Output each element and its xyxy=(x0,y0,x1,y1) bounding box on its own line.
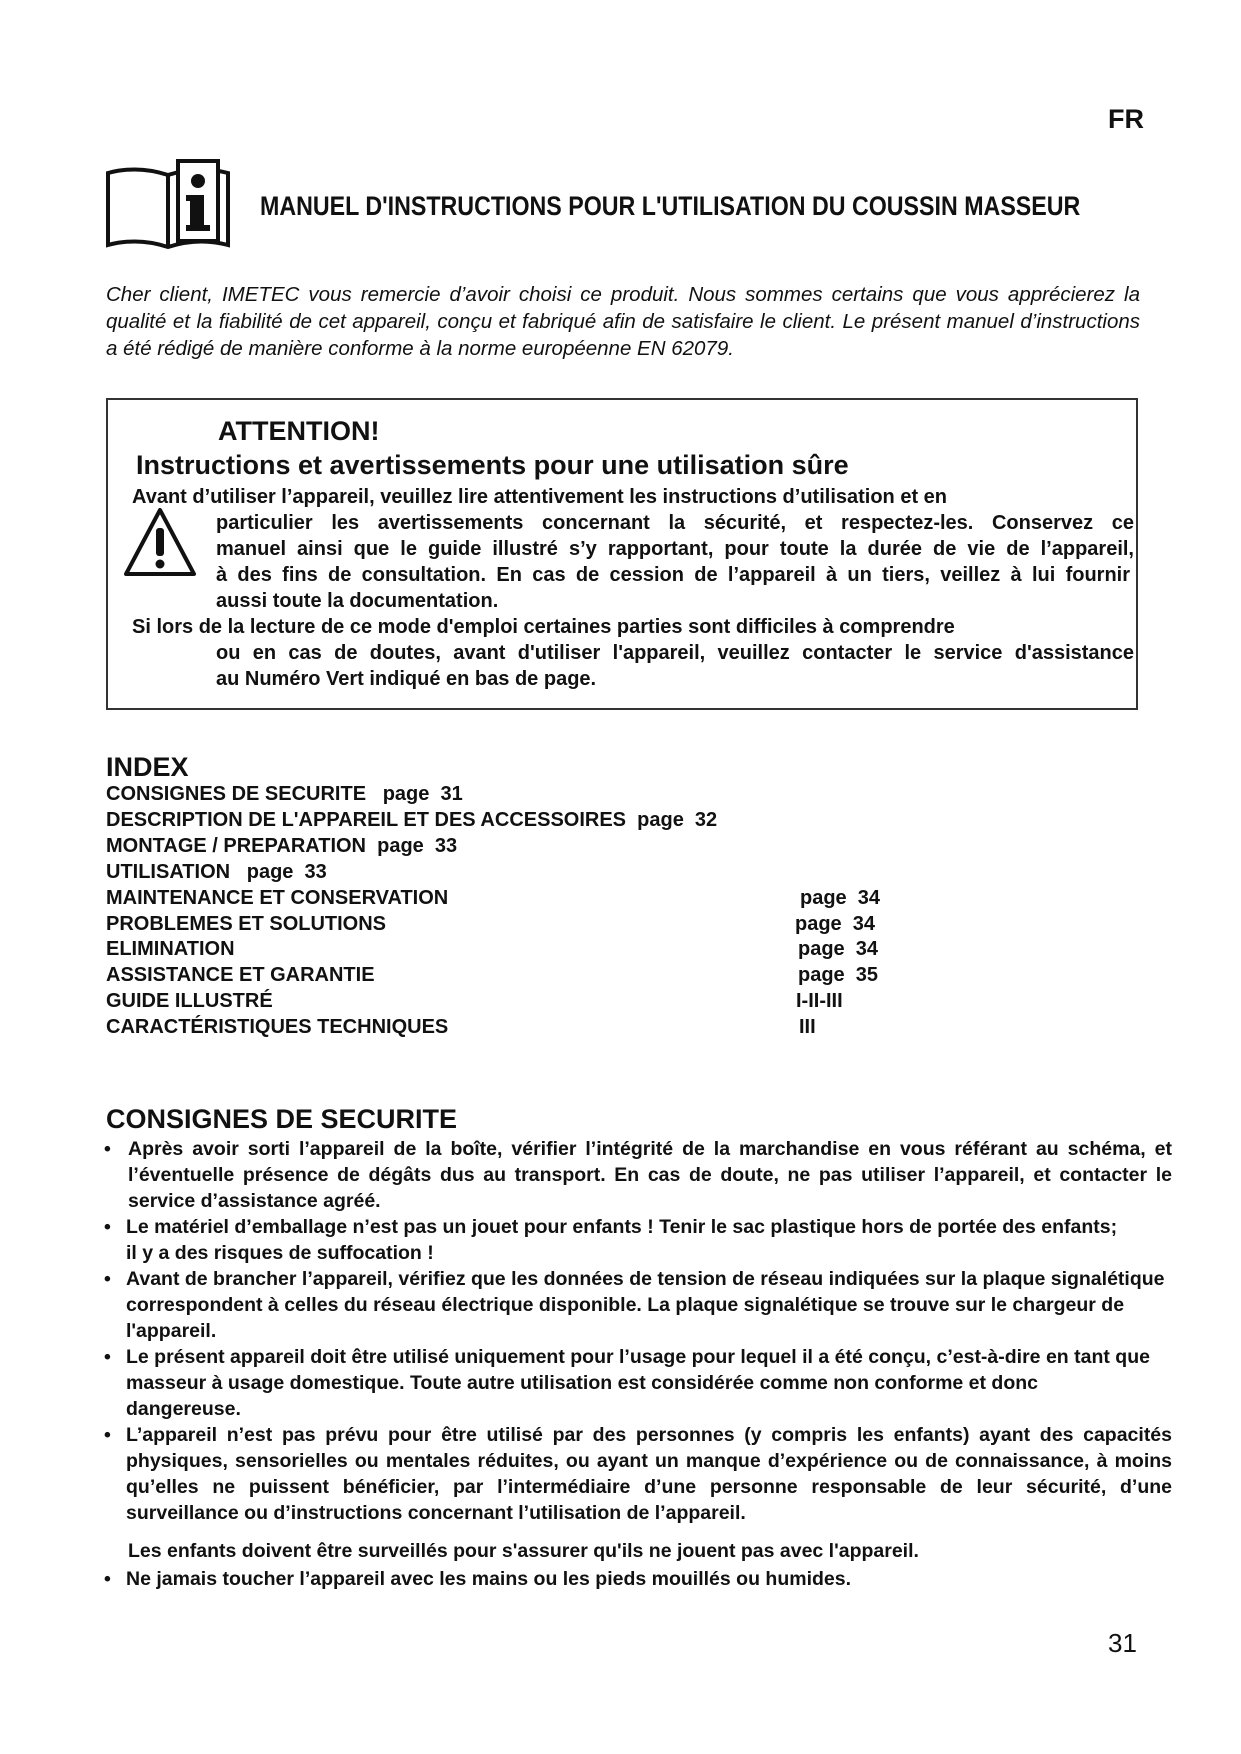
safety-heading: CONSIGNES DE SECURITE xyxy=(106,1104,458,1134)
safety-bullet: Le présent appareil doit être utilisé uniquement pour l’usage pour lequel il a été conçu, c’est-à-dire en tant que masseur à usage domestique. Toute autre utilisation est considérée comme non conforme et donc dangereuse. xyxy=(126,1346,1150,1420)
bullet-marker: • xyxy=(104,1138,111,1160)
index-entry-page: I-II-III xyxy=(796,990,843,1012)
attention-line: manuel ainsi que le guide illustré s’y rapportant, pour toute la durée de vie de l’appareil, xyxy=(216,538,1134,560)
safety-bullet: Le matériel d’emballage n’est pas un jouet pour enfants ! Tenir le sac plastique hors de portée des enfants; il y a des risques de suffocation ! xyxy=(126,1216,1118,1264)
bullet-marker: • xyxy=(104,1346,111,1368)
attention-line: particulier les avertissements concernant la sécurité, et respectez-les. Conservez ce xyxy=(216,512,1134,534)
information-manual-icon xyxy=(104,157,232,253)
index-entry: DESCRIPTION DE L'APPAREIL ET DES ACCESSOIRES page 32 xyxy=(106,809,718,831)
index-heading: INDEX xyxy=(106,752,189,782)
children-note: Les enfants doivent être surveillés pour s'assurer qu'ils ne jouent pas avec l'appareil. xyxy=(128,1540,919,1562)
index-entry-page: page 35 xyxy=(798,964,879,986)
index-entry: CONSIGNES DE SECURITE page 31 xyxy=(106,783,463,805)
index-entry-label: MAINTENANCE ET CONSERVATION xyxy=(106,887,449,909)
attention-line: ou en cas de doutes, avant d'utiliser l'appareil, veuillez contacter le service d'assistance xyxy=(216,642,1134,664)
index-entry-page: page 34 xyxy=(798,938,879,960)
bullet-marker: • xyxy=(104,1424,111,1446)
warning-triangle-icon xyxy=(122,506,198,578)
index-entry-label: ASSISTANCE ET GARANTIE xyxy=(106,964,375,986)
bullet-marker: • xyxy=(104,1568,111,1590)
index-entry: MONTAGE / PREPARATION page 33 xyxy=(106,835,458,857)
attention-subheading: Instructions et avertissements pour une utilisation sûre xyxy=(136,450,849,480)
index-entry-label: CARACTÉRISTIQUES TECHNIQUES xyxy=(106,1016,449,1038)
attention-line: à des fins de consultation. En cas de cession de l’appareil à un tiers, veillez à lui fournir xyxy=(216,564,1130,586)
page-title: MANUEL D'INSTRUCTIONS POUR L'UTILISATION DU COUSSIN MASSEUR xyxy=(260,191,1081,221)
index-entry-label: PROBLEMES ET SOLUTIONS xyxy=(106,913,387,935)
index-entry-page: page 34 xyxy=(795,913,876,935)
safety-bullet: Après avoir sorti l’appareil de la boîte, vérifier l’intégrité de la marchandise en vous référant au schéma, et l’éventuelle présence de dégâts dus au transport. En cas de doute, ne pas utiliser l’appareil, et contacter le service d’assistance agréé. xyxy=(128,1138,1172,1212)
language-code: FR xyxy=(1108,104,1144,134)
attention-heading: ATTENTION! xyxy=(218,416,380,446)
bullet-marker: • xyxy=(104,1216,111,1238)
index-entry: UTILISATION page 33 xyxy=(106,861,327,883)
page-number: 31 xyxy=(1108,1628,1137,1658)
bullet-marker: • xyxy=(104,1268,111,1290)
index-entry-label: ELIMINATION xyxy=(106,938,235,960)
attention-line: Avant d’utiliser l’appareil, veuillez lire attentivement les instructions d’utilisation et en xyxy=(132,486,948,508)
index-entry-label: GUIDE ILLUSTRÉ xyxy=(106,990,273,1012)
index-entry-page: page 34 xyxy=(800,887,881,909)
safety-bullet: Ne jamais toucher l’appareil avec les mains ou les pieds mouillés ou humides. xyxy=(126,1568,852,1590)
attention-line: aussi toute la documentation. xyxy=(216,590,499,612)
attention-line: Si lors de la lecture de ce mode d'emploi certaines parties sont difficiles à comprendre xyxy=(132,616,955,638)
safety-bullet: Avant de brancher l’appareil, vérifiez que les données de tension de réseau indiquées sur la plaque signalétique correspondent à celles du réseau électrique disponible. La plaque signalétique se trouve sur le chargeur de l'appareil. xyxy=(126,1268,1165,1342)
intro-paragraph: Cher client, IMETEC vous remercie d’avoir choisi ce produit. Nous sommes certains que vous apprécierez la qualité et la fiabilité de cet appareil, conçu et fabriqué afin de satisfaire le client. Le présent manuel d’instructions a été rédigé de manière conforme à la norme européenne EN 62079. xyxy=(106,283,1140,360)
attention-line: au Numéro Vert indiqué en bas de page. xyxy=(216,668,597,690)
safety-bullet: L’appareil n’est pas prévu pour être utilisé par des personnes (y compris les enfants) ayant des capacités physiques, sensorielles ou mentales réduites, ou ayant un manque d’expérience ou de connaissance, à moins qu’elles ne puissent bénéficier, par l’intermédiaire d’une personne responsable de leur sécurité, d’une surveillance ou d’instructions concernant l’utilisation de l’appareil. xyxy=(126,1424,1172,1524)
index-entry-page: III xyxy=(799,1016,816,1038)
